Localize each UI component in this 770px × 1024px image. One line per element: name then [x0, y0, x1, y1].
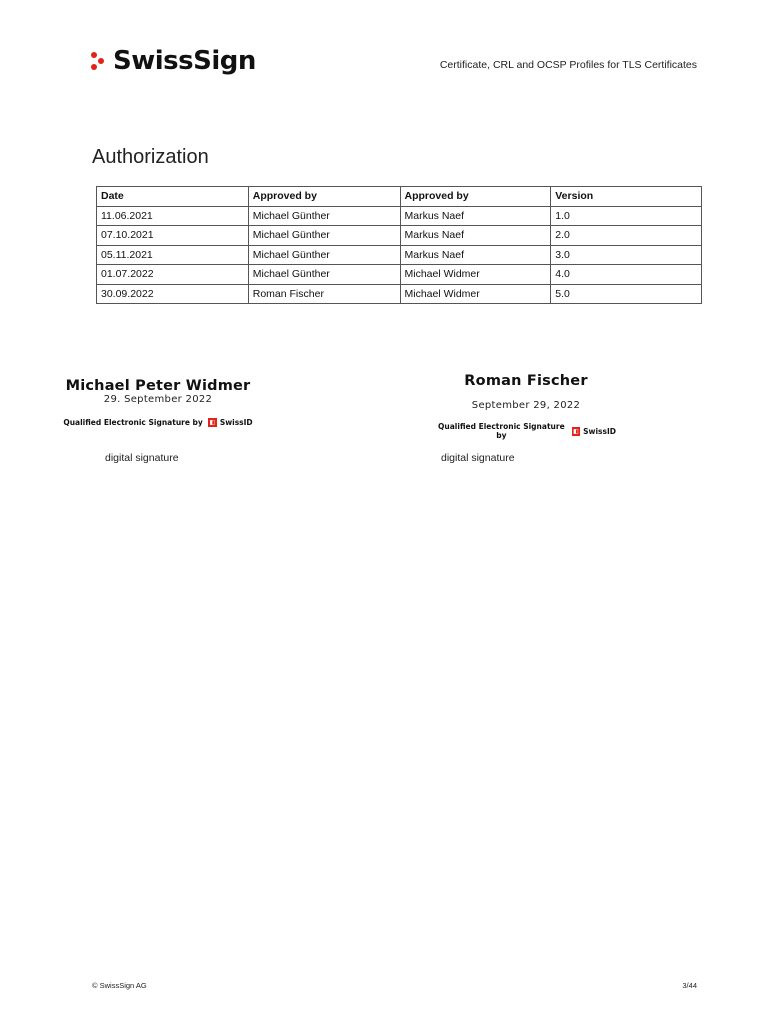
cell-approver: Markus Naef	[400, 226, 551, 246]
table-row	[97, 284, 702, 304]
cell-approver: Michael Günther	[248, 206, 400, 226]
cell-version: 5.0	[551, 284, 702, 304]
footer-copyright: © SwissSign AG	[92, 981, 147, 990]
swissid-icon: ◧	[573, 427, 579, 435]
cell-date: 07.10.2021	[97, 226, 249, 246]
cell-approver: Michael Günther	[248, 226, 400, 246]
header-approved-by: Approved by	[248, 187, 400, 207]
logo-text: SwissSign	[113, 46, 256, 76]
cell-date: 05.11.2021	[97, 245, 249, 265]
digital-signature-label: digital signature	[441, 452, 515, 464]
header-approved-by: Approved by	[400, 187, 551, 207]
swissid-icon: ◧	[209, 419, 216, 426]
signer-name: Roman Fischer	[464, 373, 588, 389]
cell-approver: Markus Naef	[400, 206, 551, 226]
document-title: Certificate, CRL and OCSP Profiles for TLS Certificates	[439, 59, 697, 71]
qualified-signature-text: Qualified Electronic Signature by	[63, 418, 203, 427]
footer-page-number: 3/44	[682, 981, 697, 990]
logo-dots-icon	[91, 50, 107, 72]
signature-block-fischer	[436, 373, 616, 440]
signature-date: September 29, 2022	[471, 400, 581, 411]
cell-approver: Michael Günther	[248, 265, 400, 285]
cell-version: 1.0	[551, 206, 702, 226]
header-version: Version	[551, 187, 702, 207]
cell-version: 3.0	[551, 245, 702, 265]
section-title: Authorization	[92, 146, 209, 168]
table-row	[97, 206, 702, 226]
cell-approver: Michael Widmer	[400, 265, 551, 285]
signature-date: 29. September 2022	[103, 394, 213, 405]
header-date: Date	[97, 187, 249, 207]
swisssign-logo	[91, 46, 256, 76]
signature-provider: SwissID	[219, 418, 253, 427]
authorization-table	[96, 186, 702, 304]
signature-block-widmer	[60, 378, 256, 427]
cell-version: 4.0	[551, 265, 702, 285]
cell-version: 2.0	[551, 226, 702, 246]
cell-approver: Michael Günther	[248, 245, 400, 265]
table-header-row	[97, 187, 702, 207]
qualified-signature-line	[60, 418, 256, 427]
digital-signature-label: digital signature	[105, 452, 179, 464]
signature-provider: SwissID	[583, 426, 616, 436]
qualified-signature-line	[436, 422, 616, 440]
cell-date: 11.06.2021	[97, 206, 249, 226]
table-row	[97, 226, 702, 246]
signer-name: Michael Peter Widmer	[65, 378, 251, 394]
cell-approver: Michael Widmer	[400, 284, 551, 304]
table-row	[97, 245, 702, 265]
qualified-signature-text: Qualified Electronic Signature by	[438, 422, 565, 440]
table-row	[97, 265, 702, 285]
cell-approver: Roman Fischer	[248, 284, 400, 304]
cell-date: 30.09.2022	[97, 284, 249, 304]
cell-approver: Markus Naef	[400, 245, 551, 265]
cell-date: 01.07.2022	[97, 265, 249, 285]
